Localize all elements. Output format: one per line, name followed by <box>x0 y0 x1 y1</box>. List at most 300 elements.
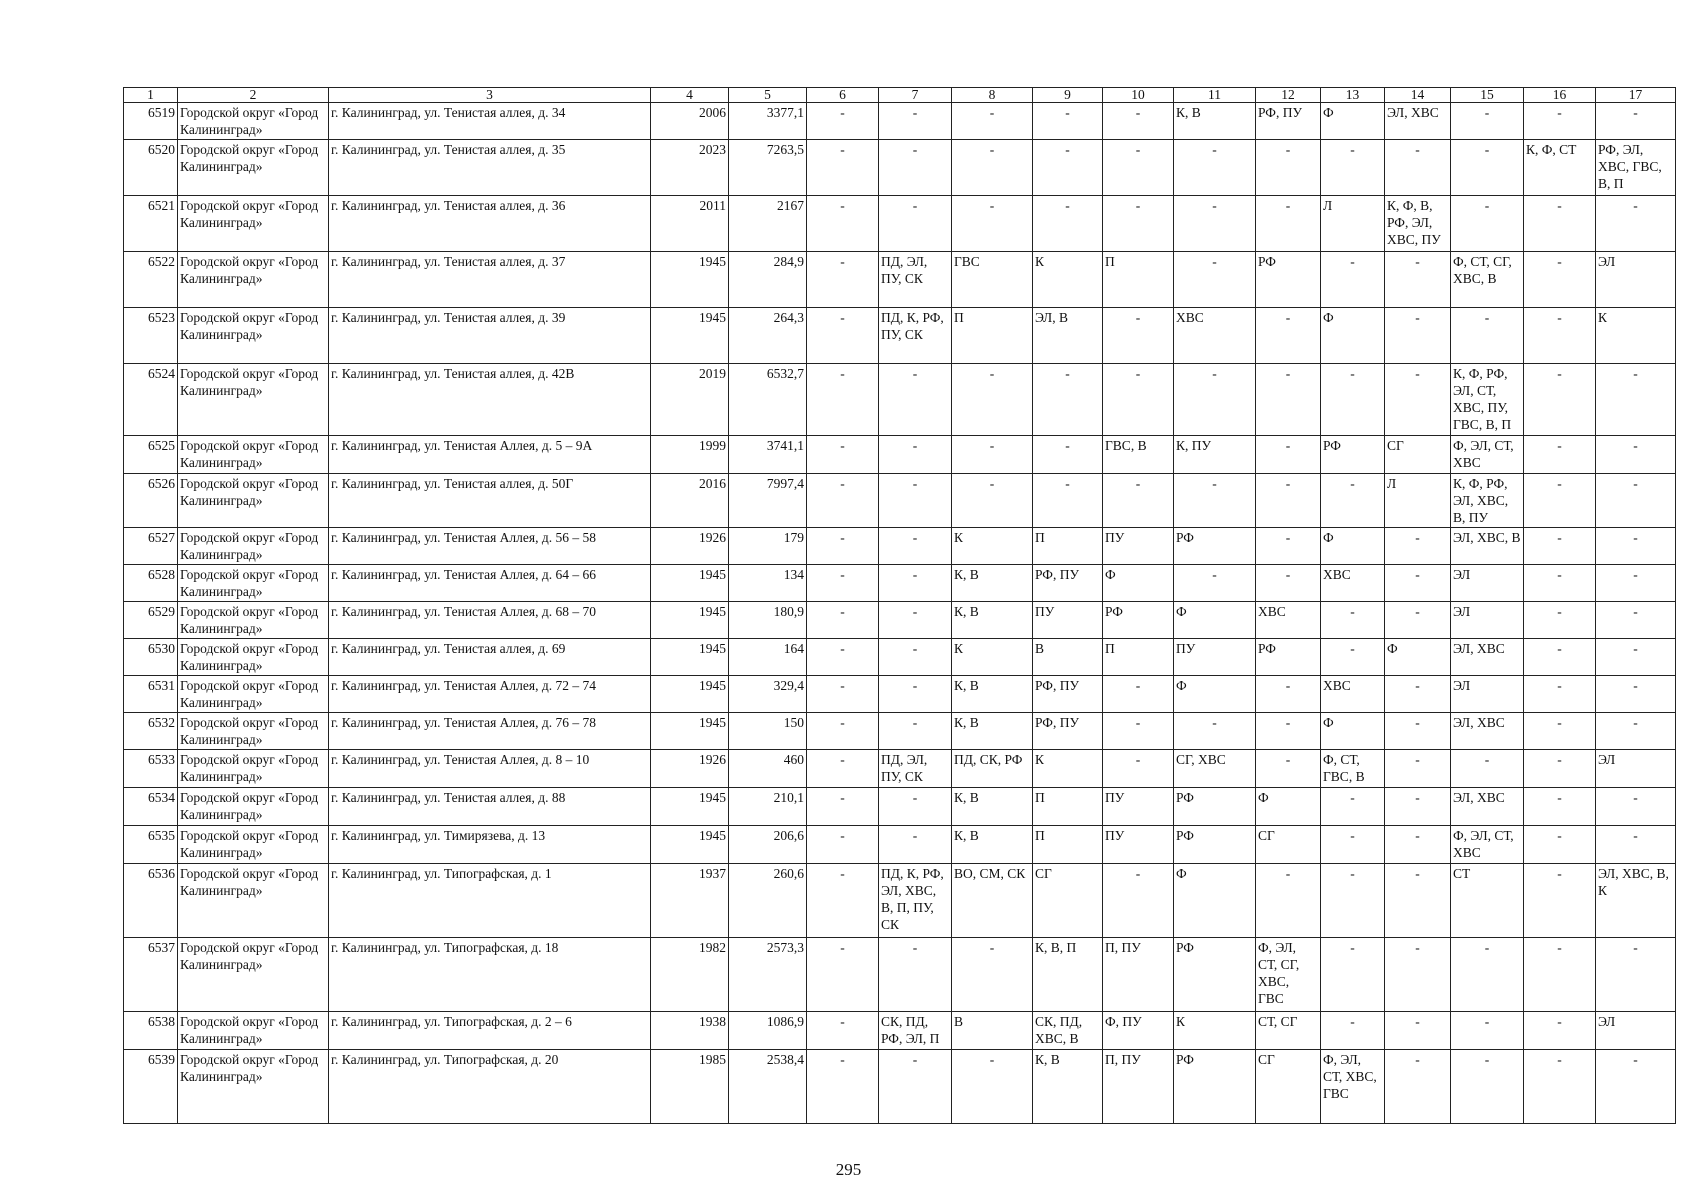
cell-col-2: Городской округ «Город Калининград» <box>178 864 329 938</box>
cell-col-4: 1926 <box>651 750 729 788</box>
cell-col-15: К, Ф, РФ, ЭЛ, СТ, ХВС, ПУ, ГВС, В, П <box>1451 364 1524 436</box>
cell-col-8: - <box>952 938 1033 1012</box>
cell-col-16: - <box>1524 713 1596 750</box>
cell-col-15: - <box>1451 140 1524 196</box>
cell-col-1: 6536 <box>124 864 178 938</box>
cell-col-5: 260,6 <box>729 864 807 938</box>
cell-col-9: К, В <box>1033 1050 1103 1124</box>
page-number: 295 <box>835 1160 862 1179</box>
cell-col-8: В <box>952 1012 1033 1050</box>
cell-col-9: РФ, ПУ <box>1033 676 1103 713</box>
cell-col-2: Городской округ «Город Калининград» <box>178 364 329 436</box>
cell-col-2: Городской округ «Город Калининград» <box>178 639 329 676</box>
cell-col-15: ЭЛ, ХВС, В <box>1451 528 1524 565</box>
cell-col-7: - <box>879 602 952 639</box>
table-row <box>124 528 1676 565</box>
cell-col-5: 164 <box>729 639 807 676</box>
cell-col-3: г. Калининград, ул. Тенистая аллея, д. 50Г <box>329 474 651 528</box>
cell-col-9: - <box>1033 364 1103 436</box>
cell-col-15: СТ <box>1451 864 1524 938</box>
cell-col-3: г. Калининград, ул. Тенистая аллея, д. 42В <box>329 364 651 436</box>
cell-col-13: Ф <box>1321 103 1385 140</box>
cell-col-16: - <box>1524 938 1596 1012</box>
cell-col-13: - <box>1321 938 1385 1012</box>
cell-col-1: 6533 <box>124 750 178 788</box>
cell-col-2: Городской округ «Город Калининград» <box>178 308 329 364</box>
table-row <box>124 602 1676 639</box>
cell-col-13: ХВС <box>1321 676 1385 713</box>
cell-col-7: - <box>879 474 952 528</box>
cell-col-14: - <box>1385 528 1451 565</box>
cell-col-8: К, В <box>952 713 1033 750</box>
cell-col-12: РФ <box>1256 252 1321 308</box>
cell-col-6: - <box>807 364 879 436</box>
cell-col-15: - <box>1451 1050 1524 1124</box>
table-row <box>124 788 1676 826</box>
cell-col-16: - <box>1524 639 1596 676</box>
cell-col-13: Ф <box>1321 308 1385 364</box>
cell-col-14: - <box>1385 565 1451 602</box>
cell-col-11: Ф <box>1174 864 1256 938</box>
table-row <box>124 308 1676 364</box>
column-header-12: 12 <box>1256 88 1321 103</box>
cell-col-7: - <box>879 196 952 252</box>
cell-col-13: Ф, СТ, ГВС, В <box>1321 750 1385 788</box>
cell-col-2: Городской округ «Город Калининград» <box>178 938 329 1012</box>
cell-col-14: СГ <box>1385 436 1451 474</box>
cell-col-16: - <box>1524 676 1596 713</box>
cell-col-12: - <box>1256 713 1321 750</box>
cell-col-7: СК, ПД, РФ, ЭЛ, П <box>879 1012 952 1050</box>
cell-col-15: Ф, ЭЛ, СТ, ХВС <box>1451 436 1524 474</box>
table-row <box>124 713 1676 750</box>
cell-col-8: К, В <box>952 602 1033 639</box>
table-row <box>124 364 1676 436</box>
cell-col-10: - <box>1103 676 1174 713</box>
cell-col-13: РФ <box>1321 436 1385 474</box>
cell-col-9: В <box>1033 639 1103 676</box>
cell-col-6: - <box>807 1050 879 1124</box>
cell-col-10: ПУ <box>1103 826 1174 864</box>
cell-col-9: К <box>1033 252 1103 308</box>
cell-col-15: - <box>1451 103 1524 140</box>
cell-col-11: Ф <box>1174 676 1256 713</box>
column-number-row <box>124 88 1676 103</box>
cell-col-15: К, Ф, РФ, ЭЛ, ХВС, В, ПУ <box>1451 474 1524 528</box>
cell-col-10: - <box>1103 474 1174 528</box>
cell-col-13: Ф <box>1321 528 1385 565</box>
cell-col-3: г. Калининград, ул. Типографская, д. 2 – 6 <box>329 1012 651 1050</box>
table-row <box>124 196 1676 252</box>
cell-col-4: 2011 <box>651 196 729 252</box>
cell-col-2: Городской округ «Город Калининград» <box>178 788 329 826</box>
cell-col-1: 6523 <box>124 308 178 364</box>
cell-col-14: - <box>1385 864 1451 938</box>
cell-col-4: 2006 <box>651 103 729 140</box>
table-row <box>124 826 1676 864</box>
cell-col-16: К, Ф, СТ <box>1524 140 1596 196</box>
cell-col-2: Городской округ «Город Калининград» <box>178 436 329 474</box>
cell-col-8: К <box>952 639 1033 676</box>
cell-col-12: - <box>1256 140 1321 196</box>
cell-col-1: 6531 <box>124 676 178 713</box>
table-row <box>124 938 1676 1012</box>
cell-col-14: Л <box>1385 474 1451 528</box>
cell-col-13: Ф <box>1321 713 1385 750</box>
cell-col-3: г. Калининград, ул. Тенистая Аллея, д. 72 – 74 <box>329 676 651 713</box>
cell-col-17: - <box>1596 602 1676 639</box>
column-header-15: 15 <box>1451 88 1524 103</box>
cell-col-8: - <box>952 364 1033 436</box>
cell-col-3: г. Калининград, ул. Тенистая Аллея, д. 56 – 58 <box>329 528 651 565</box>
cell-col-13: - <box>1321 864 1385 938</box>
cell-col-11: РФ <box>1174 1050 1256 1124</box>
cell-col-14: - <box>1385 1012 1451 1050</box>
cell-col-5: 134 <box>729 565 807 602</box>
cell-col-16: - <box>1524 1012 1596 1050</box>
cell-col-10: - <box>1103 713 1174 750</box>
cell-col-3: г. Калининград, ул. Тимирязева, д. 13 <box>329 826 651 864</box>
cell-col-17: - <box>1596 565 1676 602</box>
cell-col-14: Ф <box>1385 639 1451 676</box>
cell-col-15: ЭЛ, ХВС <box>1451 788 1524 826</box>
column-header-13: 13 <box>1321 88 1385 103</box>
cell-col-9: П <box>1033 826 1103 864</box>
cell-col-6: - <box>807 436 879 474</box>
cell-col-14: - <box>1385 826 1451 864</box>
cell-col-12: - <box>1256 196 1321 252</box>
cell-col-2: Городской округ «Город Калининград» <box>178 713 329 750</box>
cell-col-8: - <box>952 474 1033 528</box>
cell-col-7: ПД, ЭЛ, ПУ, СК <box>879 750 952 788</box>
cell-col-8: - <box>952 140 1033 196</box>
cell-col-3: г. Калининград, ул. Тенистая аллея, д. 36 <box>329 196 651 252</box>
cell-col-16: - <box>1524 196 1596 252</box>
cell-col-11: К, ПУ <box>1174 436 1256 474</box>
cell-col-6: - <box>807 602 879 639</box>
cell-col-11: СГ, ХВС <box>1174 750 1256 788</box>
cell-col-5: 1086,9 <box>729 1012 807 1050</box>
cell-col-6: - <box>807 938 879 1012</box>
cell-col-16: - <box>1524 750 1596 788</box>
cell-col-2: Городской округ «Город Калининград» <box>178 474 329 528</box>
cell-col-9: К <box>1033 750 1103 788</box>
column-header-6: 6 <box>807 88 879 103</box>
cell-col-6: - <box>807 103 879 140</box>
cell-col-10: - <box>1103 864 1174 938</box>
cell-col-4: 1945 <box>651 602 729 639</box>
cell-col-9: ПУ <box>1033 602 1103 639</box>
cell-col-14: - <box>1385 140 1451 196</box>
cell-col-2: Городской округ «Город Калининград» <box>178 602 329 639</box>
cell-col-17: ЭЛ <box>1596 252 1676 308</box>
cell-col-5: 6532,7 <box>729 364 807 436</box>
cell-col-13: - <box>1321 474 1385 528</box>
cell-col-11: ХВС <box>1174 308 1256 364</box>
cell-col-6: - <box>807 474 879 528</box>
cell-col-3: г. Калининград, ул. Тенистая аллея, д. 35 <box>329 140 651 196</box>
cell-col-3: г. Калининград, ул. Тенистая аллея, д. 37 <box>329 252 651 308</box>
cell-col-12: Ф <box>1256 788 1321 826</box>
table-row <box>124 140 1676 196</box>
cell-col-14: - <box>1385 602 1451 639</box>
cell-col-15: ЭЛ <box>1451 602 1524 639</box>
cell-col-15: - <box>1451 938 1524 1012</box>
cell-col-17: - <box>1596 196 1676 252</box>
cell-col-9: - <box>1033 436 1103 474</box>
cell-col-4: 1938 <box>651 1012 729 1050</box>
table-row <box>124 565 1676 602</box>
table-row <box>124 676 1676 713</box>
cell-col-4: 2016 <box>651 474 729 528</box>
column-header-1: 1 <box>124 88 178 103</box>
cell-col-13: - <box>1321 140 1385 196</box>
cell-col-17: - <box>1596 938 1676 1012</box>
cell-col-1: 6532 <box>124 713 178 750</box>
cell-col-3: г. Калининград, ул. Тенистая Аллея, д. 5 – 9А <box>329 436 651 474</box>
cell-col-2: Городской округ «Город Калининград» <box>178 826 329 864</box>
cell-col-12: - <box>1256 565 1321 602</box>
cell-col-17: - <box>1596 826 1676 864</box>
cell-col-11: РФ <box>1174 826 1256 864</box>
cell-col-1: 6535 <box>124 826 178 864</box>
cell-col-3: г. Калининград, ул. Тенистая аллея, д. 69 <box>329 639 651 676</box>
cell-col-4: 2019 <box>651 364 729 436</box>
cell-col-9: К, В, П <box>1033 938 1103 1012</box>
cell-col-10: - <box>1103 364 1174 436</box>
cell-col-13: - <box>1321 788 1385 826</box>
cell-col-9: П <box>1033 528 1103 565</box>
column-header-5: 5 <box>729 88 807 103</box>
cell-col-15: Ф, ЭЛ, СТ, ХВС <box>1451 826 1524 864</box>
cell-col-7: - <box>879 436 952 474</box>
cell-col-1: 6538 <box>124 1012 178 1050</box>
column-header-14: 14 <box>1385 88 1451 103</box>
column-header-9: 9 <box>1033 88 1103 103</box>
cell-col-16: - <box>1524 474 1596 528</box>
cell-col-10: П <box>1103 639 1174 676</box>
cell-col-14: - <box>1385 938 1451 1012</box>
cell-col-13: - <box>1321 1012 1385 1050</box>
cell-col-6: - <box>807 1012 879 1050</box>
cell-col-13: - <box>1321 826 1385 864</box>
cell-col-4: 1945 <box>651 826 729 864</box>
cell-col-16: - <box>1524 252 1596 308</box>
column-header-17: 17 <box>1596 88 1676 103</box>
cell-col-3: г. Калининград, ул. Тенистая Аллея, д. 8 – 10 <box>329 750 651 788</box>
cell-col-14: - <box>1385 308 1451 364</box>
cell-col-15: - <box>1451 1012 1524 1050</box>
cell-col-4: 1985 <box>651 1050 729 1124</box>
column-header-7: 7 <box>879 88 952 103</box>
cell-col-7: - <box>879 565 952 602</box>
cell-col-13: Ф, ЭЛ, СТ, ХВС, ГВС <box>1321 1050 1385 1124</box>
column-header-4: 4 <box>651 88 729 103</box>
cell-col-1: 6519 <box>124 103 178 140</box>
cell-col-7: ПД, К, РФ, ЭЛ, ХВС, В, П, ПУ, СК <box>879 864 952 938</box>
cell-col-13: - <box>1321 639 1385 676</box>
cell-col-10: ПУ <box>1103 528 1174 565</box>
cell-col-1: 6522 <box>124 252 178 308</box>
cell-col-11: ПУ <box>1174 639 1256 676</box>
cell-col-17: ЭЛ <box>1596 750 1676 788</box>
cell-col-11: Ф <box>1174 602 1256 639</box>
cell-col-17: - <box>1596 364 1676 436</box>
cell-col-17: - <box>1596 713 1676 750</box>
cell-col-17: ЭЛ, ХВС, В, К <box>1596 864 1676 938</box>
cell-col-7: - <box>879 713 952 750</box>
cell-col-12: - <box>1256 528 1321 565</box>
cell-col-9: СК, ПД, ХВС, В <box>1033 1012 1103 1050</box>
cell-col-7: - <box>879 528 952 565</box>
cell-col-10: Ф, ПУ <box>1103 1012 1174 1050</box>
cell-col-4: 2023 <box>651 140 729 196</box>
cell-col-3: г. Калининград, ул. Тенистая Аллея, д. 64 – 66 <box>329 565 651 602</box>
cell-col-15: - <box>1451 196 1524 252</box>
cell-col-8: - <box>952 196 1033 252</box>
cell-col-6: - <box>807 308 879 364</box>
cell-col-17: РФ, ЭЛ, ХВС, ГВС, В, П <box>1596 140 1676 196</box>
cell-col-4: 1945 <box>651 565 729 602</box>
cell-col-9: - <box>1033 140 1103 196</box>
register-table <box>123 87 1676 1124</box>
cell-col-12: - <box>1256 676 1321 713</box>
cell-col-17: - <box>1596 639 1676 676</box>
cell-col-16: - <box>1524 436 1596 474</box>
cell-col-15: ЭЛ, ХВС <box>1451 639 1524 676</box>
table-row <box>124 750 1676 788</box>
cell-col-8: ПД, СК, РФ <box>952 750 1033 788</box>
table-row <box>124 252 1676 308</box>
cell-col-11: - <box>1174 140 1256 196</box>
cell-col-16: - <box>1524 1050 1596 1124</box>
cell-col-9: - <box>1033 474 1103 528</box>
cell-col-7: - <box>879 140 952 196</box>
cell-col-5: 2538,4 <box>729 1050 807 1124</box>
cell-col-17: - <box>1596 676 1676 713</box>
cell-col-10: Ф <box>1103 565 1174 602</box>
table-row <box>124 864 1676 938</box>
cell-col-7: - <box>879 676 952 713</box>
cell-col-12: - <box>1256 436 1321 474</box>
column-header-10: 10 <box>1103 88 1174 103</box>
cell-col-9: - <box>1033 196 1103 252</box>
cell-col-16: - <box>1524 528 1596 565</box>
cell-col-8: ВО, СМ, СК <box>952 864 1033 938</box>
cell-col-4: 1945 <box>651 788 729 826</box>
cell-col-9: РФ, ПУ <box>1033 565 1103 602</box>
cell-col-14: К, Ф, В, РФ, ЭЛ, ХВС, ПУ <box>1385 196 1451 252</box>
cell-col-11: РФ <box>1174 938 1256 1012</box>
cell-col-13: - <box>1321 602 1385 639</box>
cell-col-6: - <box>807 252 879 308</box>
cell-col-2: Городской округ «Город Калининград» <box>178 528 329 565</box>
cell-col-4: 1926 <box>651 528 729 565</box>
cell-col-16: - <box>1524 864 1596 938</box>
cell-col-10: ПУ <box>1103 788 1174 826</box>
cell-col-6: - <box>807 864 879 938</box>
cell-col-17: К <box>1596 308 1676 364</box>
table-row <box>124 103 1676 140</box>
cell-col-1: 6526 <box>124 474 178 528</box>
cell-col-3: г. Калининград, ул. Тенистая Аллея, д. 76 – 78 <box>329 713 651 750</box>
cell-col-4: 1945 <box>651 713 729 750</box>
cell-col-5: 150 <box>729 713 807 750</box>
cell-col-12: Ф, ЭЛ, СТ, СГ, ХВС, ГВС <box>1256 938 1321 1012</box>
cell-col-3: г. Калининград, ул. Типографская, д. 20 <box>329 1050 651 1124</box>
cell-col-7: - <box>879 788 952 826</box>
cell-col-11: - <box>1174 252 1256 308</box>
column-header-2: 2 <box>178 88 329 103</box>
cell-col-7: - <box>879 938 952 1012</box>
cell-col-12: ХВС <box>1256 602 1321 639</box>
cell-col-6: - <box>807 826 879 864</box>
table-row <box>124 639 1676 676</box>
cell-col-16: - <box>1524 788 1596 826</box>
cell-col-10: П, ПУ <box>1103 1050 1174 1124</box>
cell-col-1: 6527 <box>124 528 178 565</box>
cell-col-1: 6534 <box>124 788 178 826</box>
cell-col-17: - <box>1596 528 1676 565</box>
cell-col-14: - <box>1385 252 1451 308</box>
table-row <box>124 436 1676 474</box>
cell-col-12: СТ, СГ <box>1256 1012 1321 1050</box>
cell-col-5: 264,3 <box>729 308 807 364</box>
cell-col-10: П <box>1103 252 1174 308</box>
cell-col-5: 329,4 <box>729 676 807 713</box>
cell-col-4: 1945 <box>651 252 729 308</box>
cell-col-2: Городской округ «Город Калининград» <box>178 140 329 196</box>
cell-col-13: - <box>1321 364 1385 436</box>
cell-col-16: - <box>1524 103 1596 140</box>
table-row <box>124 474 1676 528</box>
cell-col-6: - <box>807 565 879 602</box>
cell-col-8: К, В <box>952 788 1033 826</box>
cell-col-3: г. Калининград, ул. Тенистая аллея, д. 88 <box>329 788 651 826</box>
cell-col-1: 6529 <box>124 602 178 639</box>
cell-col-10: - <box>1103 103 1174 140</box>
cell-col-15: ЭЛ <box>1451 565 1524 602</box>
cell-col-10: ГВС, В <box>1103 436 1174 474</box>
cell-col-3: г. Калининград, ул. Тенистая аллея, д. 39 <box>329 308 651 364</box>
column-header-16: 16 <box>1524 88 1596 103</box>
cell-col-10: - <box>1103 196 1174 252</box>
cell-col-10: РФ <box>1103 602 1174 639</box>
cell-col-11: - <box>1174 713 1256 750</box>
cell-col-5: 7997,4 <box>729 474 807 528</box>
column-header-3: 3 <box>329 88 651 103</box>
cell-col-12: - <box>1256 364 1321 436</box>
cell-col-1: 6524 <box>124 364 178 436</box>
cell-col-12: - <box>1256 474 1321 528</box>
cell-col-1: 6520 <box>124 140 178 196</box>
cell-col-6: - <box>807 788 879 826</box>
cell-col-3: г. Калининград, ул. Типографская, д. 1 <box>329 864 651 938</box>
cell-col-15: ЭЛ <box>1451 676 1524 713</box>
cell-col-15: - <box>1451 750 1524 788</box>
cell-col-1: 6525 <box>124 436 178 474</box>
cell-col-9: - <box>1033 103 1103 140</box>
cell-col-10: П, ПУ <box>1103 938 1174 1012</box>
cell-col-7: ПД, ЭЛ, ПУ, СК <box>879 252 952 308</box>
cell-col-3: г. Калининград, ул. Тенистая аллея, д. 34 <box>329 103 651 140</box>
cell-col-16: - <box>1524 308 1596 364</box>
cell-col-2: Городской округ «Город Калининград» <box>178 103 329 140</box>
cell-col-1: 6528 <box>124 565 178 602</box>
cell-col-16: - <box>1524 602 1596 639</box>
cell-col-2: Городской округ «Город Калининград» <box>178 252 329 308</box>
cell-col-14: - <box>1385 676 1451 713</box>
